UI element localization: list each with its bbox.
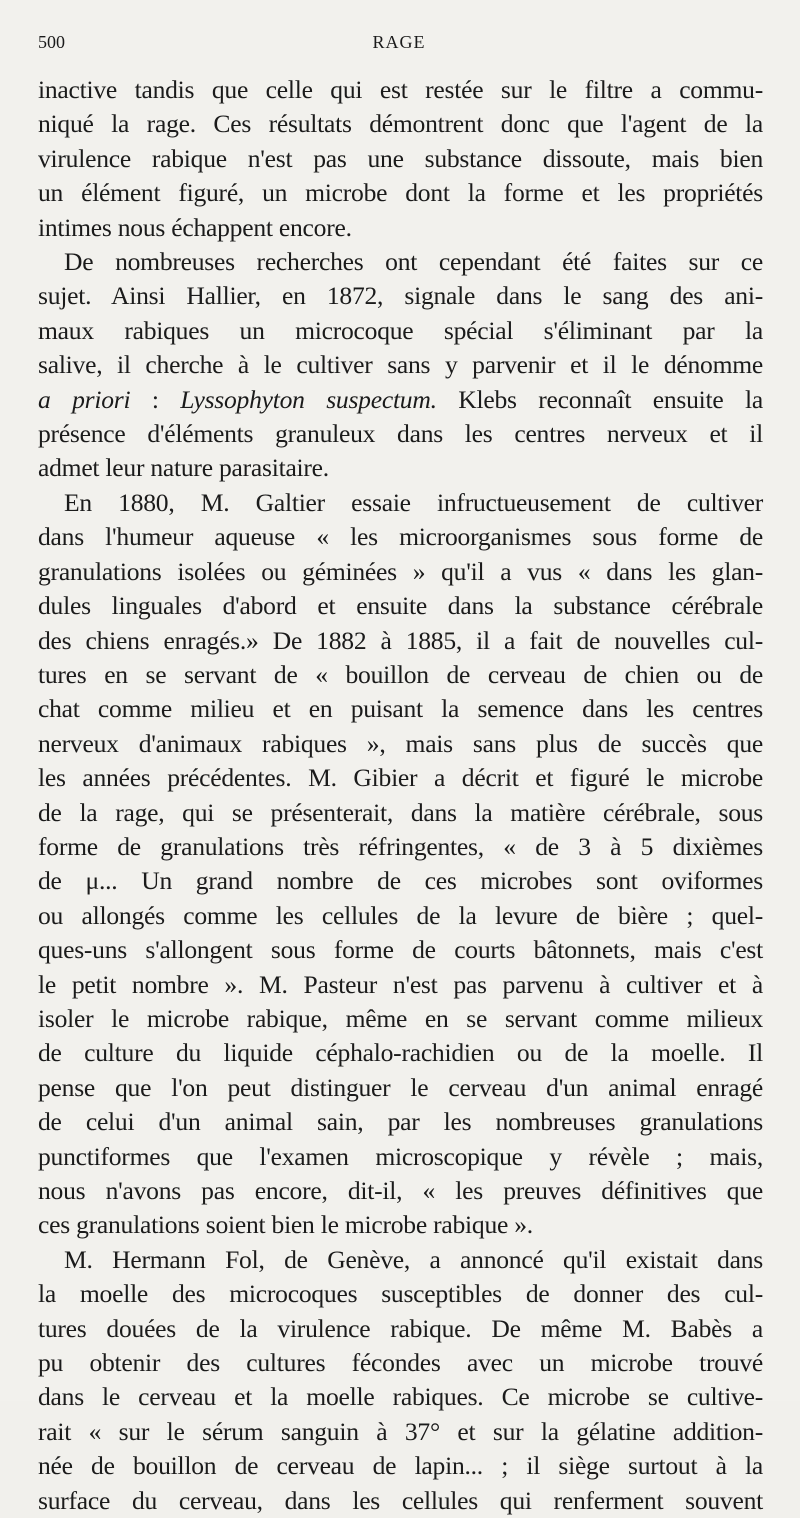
italic-text: a priori [38, 384, 131, 414]
text-line: sujet. Ainsi Hallier, en 1872, signale dans le sang des ani- [38, 281, 763, 311]
text-line: salive, il cherche à le cultiver sans y parvenir et il le dénomme [38, 350, 763, 380]
text-line: De nombreuses recherches ont cependant été faites sur ce [64, 247, 763, 277]
running-title: RAGE [372, 32, 426, 52]
text-line: nerveux d'animaux rabiques », mais sans plus de succès que [38, 728, 763, 758]
text-line: rait « sur le sérum sanguin à 37° et sur la gélatine addition- [38, 1416, 763, 1446]
text-line: M. Hermann Fol, de Genève, a annoncé qu'il existait dans [64, 1244, 763, 1274]
text-line: tures en se servant de « bouillon de cerveau de chien ou de [38, 659, 763, 689]
text-line: de celui d'un animal sain, par les nombreuses granulations [38, 1107, 763, 1137]
text-line: tures douées de la virulence rabique. De même M. Babès a [38, 1313, 763, 1343]
text-line: admet leur nature parasitaire. [38, 453, 329, 483]
text-line: née de bouillon de cerveau de lapin... ; il siège surtout à la [38, 1451, 763, 1481]
page-number: 500 [38, 32, 65, 52]
text-line: punctiformes que l'examen microscopique y révèle ; mais, [38, 1141, 763, 1171]
text-line: inactive tandis que celle qui est restée sur le filtre a commu- [38, 75, 763, 104]
text-line: de μ... Un grand nombre de ces microbes sont oviformes [38, 866, 763, 896]
italic-text: Lyssophyton suspectum. [180, 384, 437, 414]
body-text [38, 73, 763, 1518]
text-line: pu obtenir des cultures fécondes avec un microbe trouvé [38, 1348, 763, 1378]
text-line: dans le cerveau et la moelle rabiques. Ce microbe se cultive- [38, 1382, 763, 1412]
text-line: intimes nous échappent encore. [38, 212, 352, 242]
text-line: pense que l'on peut distinguer le cerveau d'un animal enragé [38, 1072, 763, 1102]
text-line: ces granulations soient bien le microbe rabique ». [38, 1210, 533, 1240]
text-line: présence d'éléments granuleux dans les centres nerveux et il [38, 419, 763, 449]
text-line: nous n'avons pas encore, dit-il, « les preuves définitives que [38, 1176, 763, 1205]
paragraph [38, 486, 763, 1243]
text-line: dules linguales d'abord et ensuite dans la substance cérébrale [38, 591, 763, 621]
text-line: maux rabiques un microcoque spécial s'éliminant par la [38, 315, 763, 345]
paragraph [38, 1243, 763, 1518]
text-line: un élément figuré, un microbe dont la forme et les propriétés [38, 178, 763, 208]
text-line: de la rage, qui se présenterait, dans la matière cérébrale, sous [38, 797, 763, 827]
text-line: ou allongés comme les cellules de la levure de bière ; quel- [38, 900, 763, 930]
text-line: les années précédentes. M. Gibier a décrit et figuré le microbe [38, 763, 763, 793]
text-line: chat comme milieu et en puisant la semence dans les centres [38, 694, 763, 724]
page-header [38, 32, 760, 62]
text-fragment: Klebs reconnaît ensuite la [436, 384, 763, 414]
text-line: le petit nombre ». M. Pasteur n'est pas parvenu à cultiver et à [38, 969, 763, 999]
text-line: des chiens enragés.» De 1882 à 1885, il a fait de nouvelles cul- [38, 625, 763, 655]
text-line-with-italics [38, 383, 763, 417]
text-line: isoler le microbe rabique, même en se servant comme milieux [38, 1003, 763, 1033]
paragraph [38, 73, 763, 245]
text-line: de culture du liquide céphalo-rachidien ou de la moelle. Il [38, 1038, 763, 1068]
text-fragment: : [130, 384, 181, 414]
text-line: surface du cerveau, dans les cellules qui renferment souvent [38, 1485, 763, 1515]
text-line: En 1880, M. Galtier essaie infructueusement de cultiver [64, 487, 763, 517]
text-line: virulence rabique n'est pas une substance dissoute, mais bien [38, 143, 763, 173]
text-line: granulations isolées ou géminées » qu'il a vus « dans les glan- [38, 556, 763, 586]
text-line: niqué la rage. Ces résultats démontrent donc que l'agent de la [38, 109, 763, 139]
text-line: dans l'humeur aqueuse « les microorganismes sous forme de [38, 522, 763, 552]
text-line: forme de granulations très réfringentes, « de 3 à 5 dixièmes [38, 831, 763, 861]
text-line: la moelle des microcoques susceptibles de donner des cul- [38, 1279, 763, 1309]
paragraph [38, 245, 763, 486]
text-line: ques-uns s'allongent sous forme de courts bâtonnets, mais c'est [38, 935, 763, 965]
